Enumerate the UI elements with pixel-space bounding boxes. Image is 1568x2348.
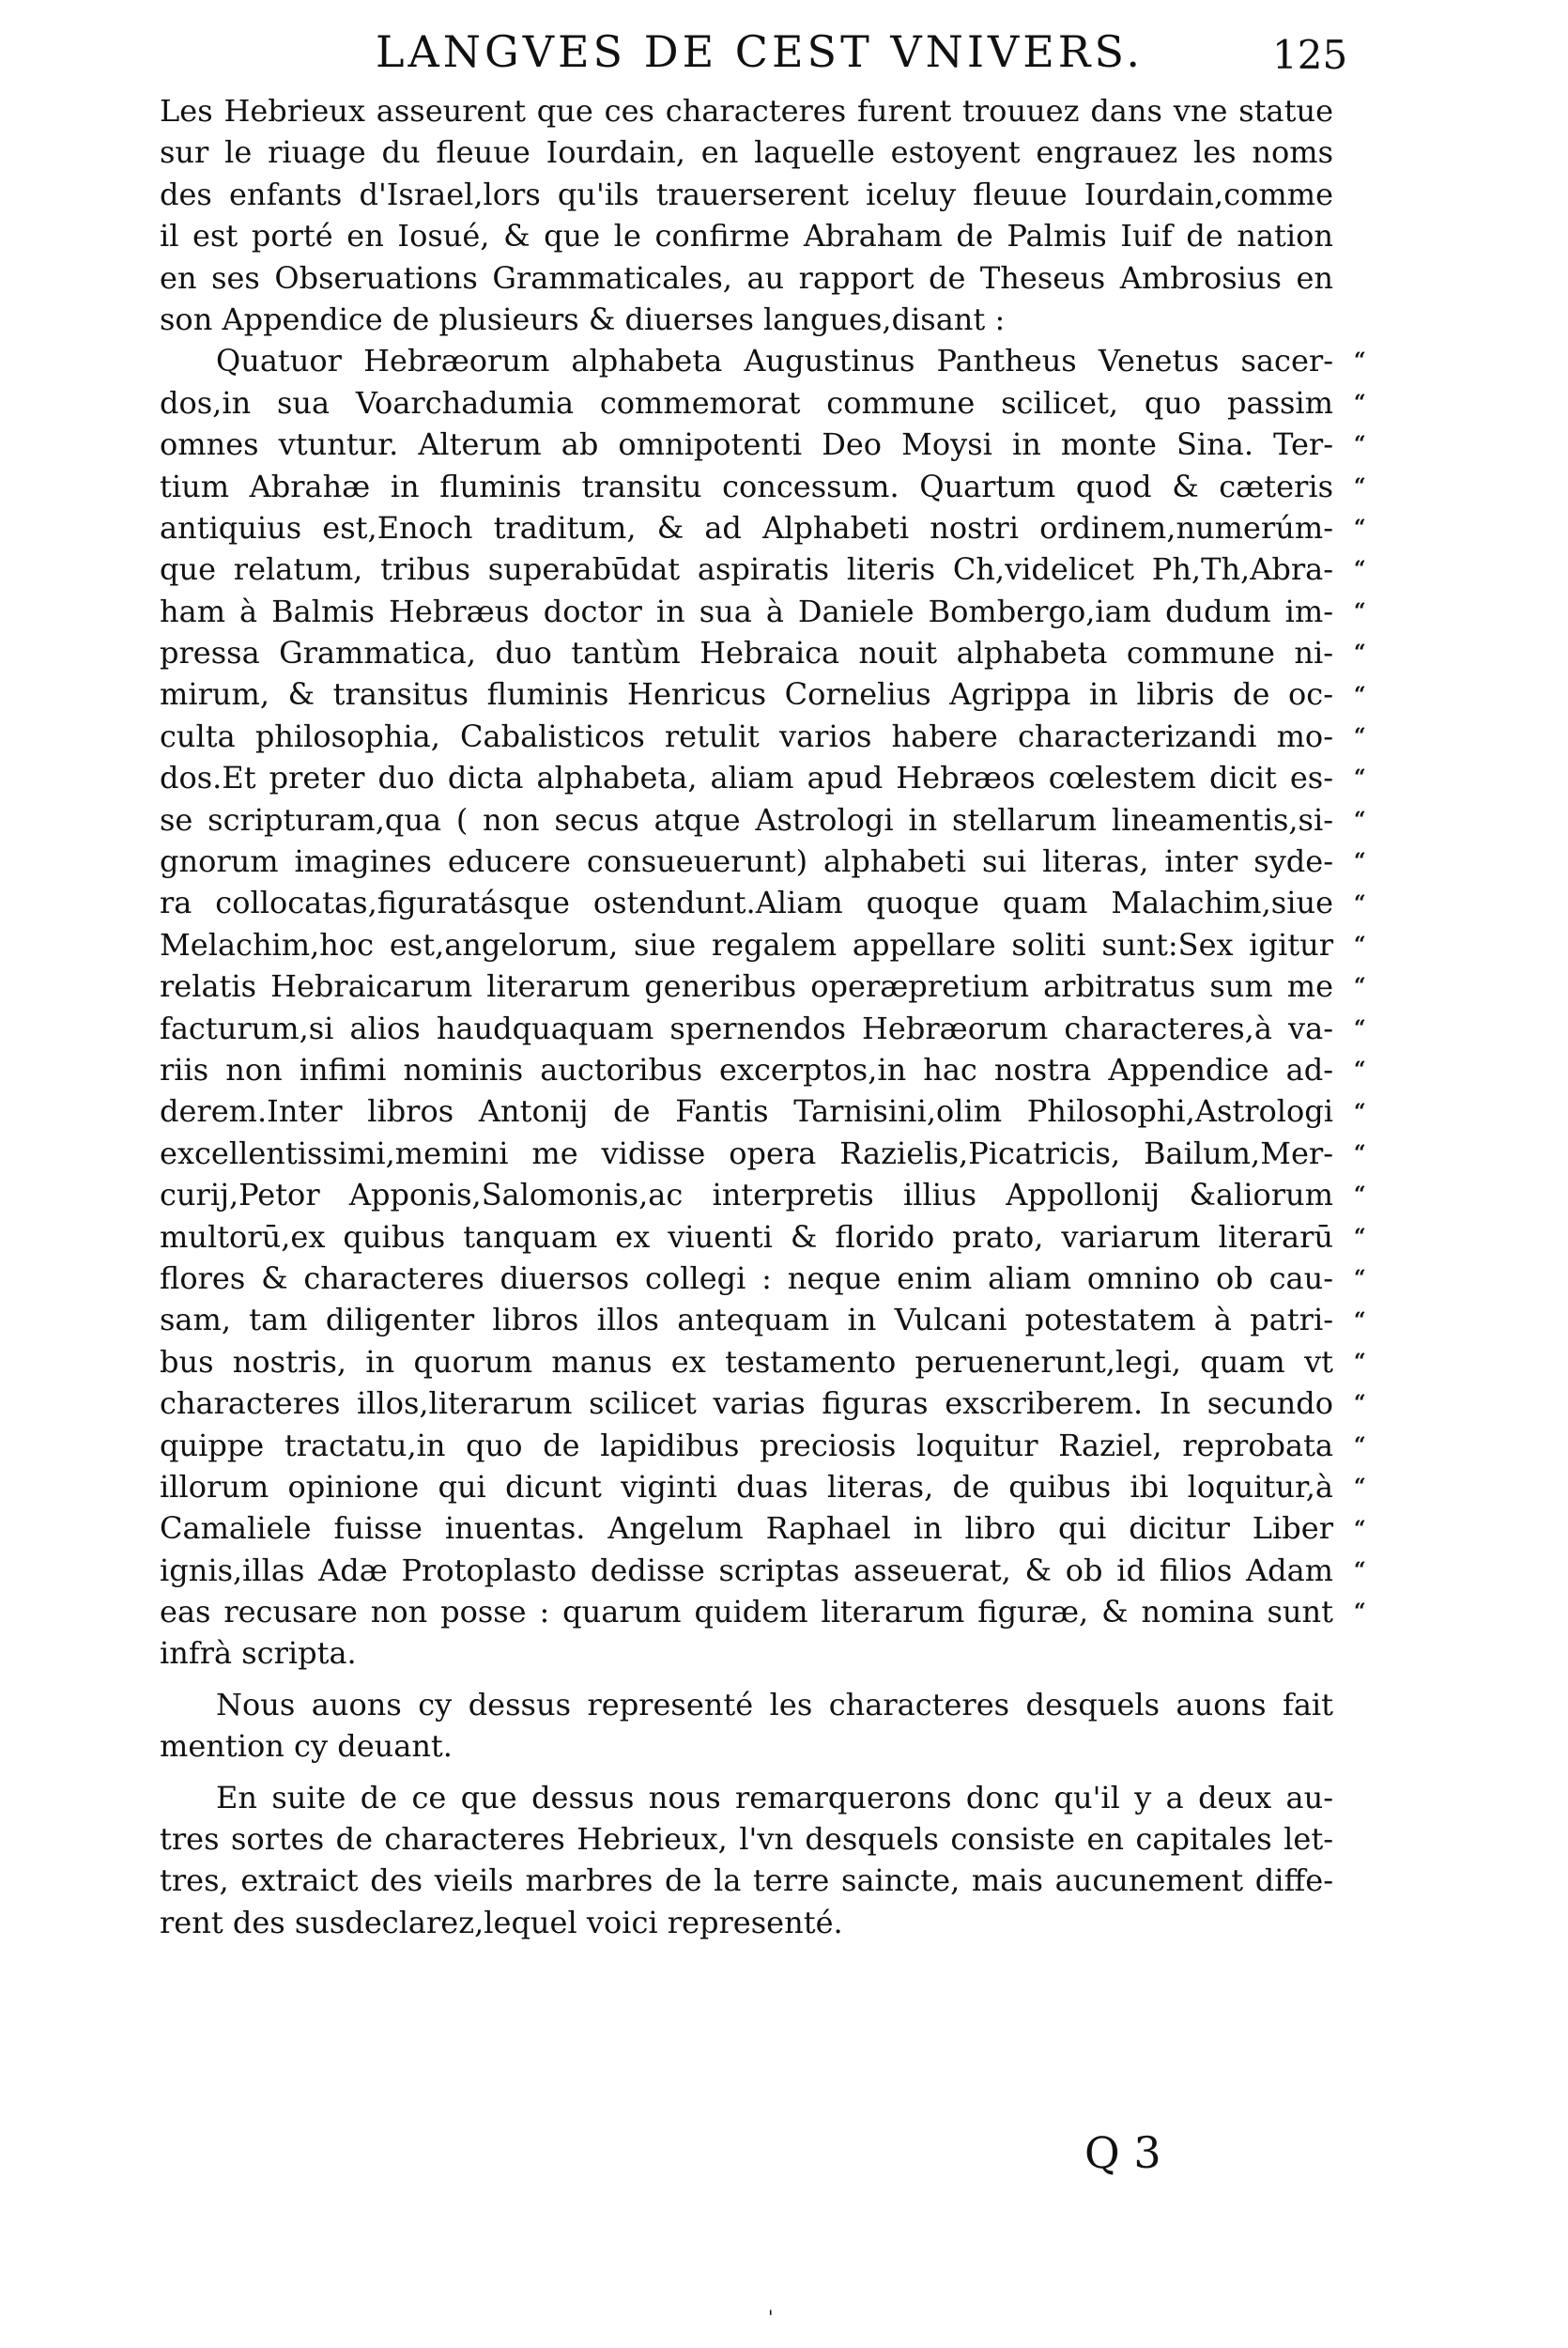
margin-quote-mark: “ bbox=[1354, 1558, 1366, 1583]
text-line: tium Abrahæ in fluminis transitu concessum. Quartum quod & cæteris bbox=[160, 468, 1333, 504]
margin-quote-mark: “ bbox=[1354, 641, 1366, 666]
margin-quote-mark: “ bbox=[1354, 1432, 1366, 1458]
margin-quote-mark: “ bbox=[1354, 1350, 1366, 1374]
margin-quote-mark: “ bbox=[1354, 724, 1366, 749]
margin-quote-mark: “ bbox=[1354, 765, 1366, 791]
text-line: ham à Balmis Hebræus doctor in sua à Daniele Bombergo,iam dudum im- bbox=[160, 593, 1333, 629]
text-line: que relatum, tribus superabūdat aspiratis literis Ch,videlicet Ph,Th,Abra- bbox=[160, 551, 1333, 588]
text-line: quippe tractatu,in quo de lapidibus preciosis loquitur Raziel, reprobata bbox=[160, 1427, 1333, 1463]
text-line: antiquius est,Enoch traditum, & ad Alphabeti nostri ordinem,numerúm- bbox=[160, 509, 1333, 546]
text-line: facturum,si alios haudquaquam spernendos Hebræorum characteres,à va- bbox=[160, 1010, 1333, 1046]
text-line: derem.Inter libros Antonij de Fantis Tarnisini,olim Philosophi,Astrologi bbox=[160, 1093, 1333, 1130]
running-title: LANGVES DE CEST VNIVERS. bbox=[376, 26, 1144, 77]
text-line: tres, extraict des vieils marbres de la terre saincte, mais aucunement diffe- bbox=[160, 1862, 1333, 1899]
text-line: omnes vtuntur. Alterum ab omnipotenti Deo Moysi in monte Sina. Ter- bbox=[160, 426, 1333, 463]
paragraph bbox=[160, 1684, 1333, 1768]
text-line: il est porté en Iosué, & que le confirme Abraham de Palmis Iuif de nation bbox=[160, 218, 1333, 255]
text-line: illorum opinione qui dicunt viginti duas literas, de quibus ibi loquitur,à bbox=[160, 1468, 1333, 1505]
text-line: ignis,illas Adæ Protoplasto dedisse scriptas asseuerat, & ob id filios Adam bbox=[160, 1552, 1333, 1588]
text-line: sam, tam diligenter libros illos antequam in Vulcani potestatem à patri- bbox=[160, 1302, 1333, 1338]
margin-quote-mark: “ bbox=[1354, 1307, 1366, 1333]
text-line: excellentissimi,memini me vidisse opera Razielis,Picatricis, Bailum,Mer- bbox=[160, 1135, 1333, 1171]
text-line: relatis Hebraicarum literarum generibus operæpretium arbitratus sum me bbox=[160, 968, 1333, 1005]
margin-quote-mark: “ bbox=[1354, 432, 1366, 457]
margin-quote-mark: “ bbox=[1354, 390, 1366, 415]
text-line: En suite de ce que dessus nous remarquerons donc qu'il y a deux au- bbox=[216, 1779, 1333, 1815]
text-line: gnorum imagines educere consueuerunt) alphabeti sui literas, inter syde- bbox=[160, 843, 1333, 880]
margin-quote-mark: “ bbox=[1354, 890, 1366, 916]
text-line: dos.Et preter duo dicta alphabeta, aliam apud Hebræos cœlestem dicit es- bbox=[160, 760, 1333, 796]
margin-quote-mark: “ bbox=[1354, 1015, 1366, 1041]
margin-quote-mark: “ bbox=[1354, 1516, 1366, 1541]
text-line: characteres illos,literarum scilicet varias figuras exscriberem. In secundo bbox=[160, 1385, 1333, 1422]
margin-quote-mark: “ bbox=[1354, 473, 1366, 499]
margin-quote-mark: “ bbox=[1354, 933, 1366, 957]
margin-quote-mark: “ bbox=[1354, 1141, 1366, 1166]
text-line: dos,in sua Voarchadumia commemorat commune scilicet, quo passim bbox=[160, 384, 1333, 421]
text-line: se scripturam,qua ( non secus atque Astrologi in stellarum lineamentis,si- bbox=[160, 801, 1333, 838]
margin-quote-mark: “ bbox=[1354, 1182, 1366, 1208]
margin-quote-mark: “ bbox=[1354, 1599, 1366, 1625]
text-line: eas recusare non posse : quarum quidem literarum figuræ, & nomina sunt bbox=[160, 1594, 1333, 1630]
paragraph bbox=[160, 340, 1333, 1675]
text-line: mention cy deuant. bbox=[160, 1728, 453, 1765]
text-line: son Appendice de plusieurs & diuerses langues,disant : bbox=[160, 301, 1006, 337]
margin-quote-mark: “ bbox=[1354, 807, 1366, 832]
text-line: en ses Obseruations Grammaticales, au rapport de Theseus Ambrosius en bbox=[160, 259, 1333, 296]
margin-quote-mark: “ bbox=[1354, 1058, 1366, 1083]
text-line: Melachim,hoc est,angelorum, siue regalem appellare soliti sunt:Sex igitur bbox=[160, 926, 1333, 963]
text-line: flores & characteres diuersos collegi : neque enim aliam omnino ob cau- bbox=[160, 1259, 1333, 1296]
text-line: Quatuor Hebræorum alphabeta Augustinus Pantheus Venetus sacer- bbox=[216, 343, 1333, 379]
text-line: bus nostris, in quorum manus ex testamento peruenerunt,legi, quam vt bbox=[160, 1343, 1333, 1380]
margin-quote-mark: “ bbox=[1354, 557, 1366, 582]
body-text bbox=[160, 90, 1333, 1943]
text-line: tres sortes de characteres Hebrieux, l'vn desquels consiste en capitales let- bbox=[160, 1821, 1333, 1858]
margin-quote-mark: “ bbox=[1354, 682, 1366, 707]
margin-quote-mark: “ bbox=[1354, 516, 1366, 540]
text-line: rent des susdeclarez,lequel voici representé. bbox=[160, 1904, 843, 1940]
text-line: Les Hebrieux asseurent que ces characteres furent trouuez dans vne statue bbox=[160, 93, 1333, 129]
text-line: curij,Petor Apponis,Salomonis,ac interpretis illius Appollonij &aliorum bbox=[160, 1177, 1333, 1213]
margin-quote-mark: “ bbox=[1354, 1224, 1366, 1249]
text-line: sur le riuage du fleuue Iourdain, en laquelle estoyent engrauez les noms bbox=[160, 134, 1333, 171]
signature-mark: Q 3 bbox=[1084, 2127, 1161, 2178]
text-line: riis non infimi nominis auctoribus excerptos,in hac nostra Appendice ad- bbox=[160, 1051, 1333, 1088]
text-line: pressa Grammatica, duo tantùm Hebraica nouit alphabeta commune ni- bbox=[160, 635, 1333, 672]
margin-quote-mark: “ bbox=[1354, 1475, 1366, 1500]
text-line: des enfants d'Israel,lors qu'ils trauerserent iceluy fleuue Iourdain,comme bbox=[160, 176, 1333, 212]
text-line: Camaliele fuisse inuentas. Angelum Raphael in libro qui dicitur Liber bbox=[160, 1510, 1333, 1547]
text-line: ra collocatas,figuratásque ostendunt.Aliam quoque quam Malachim,siue bbox=[160, 885, 1333, 921]
page-number: 125 bbox=[1272, 32, 1348, 78]
margin-quote-mark: “ bbox=[1354, 348, 1366, 374]
margin-quote-mark: “ bbox=[1354, 974, 1366, 999]
text-line: infrà scripta. bbox=[160, 1635, 357, 1672]
paragraph bbox=[160, 1777, 1333, 1944]
text-line: multorū,ex quibus tanquam ex viuenti & florido prato, variarum literarū bbox=[160, 1218, 1333, 1255]
text-line: culta philosophia, Cabalisticos retulit varios habere characterizandi mo- bbox=[160, 718, 1333, 754]
text-line: Nous auons cy dessus representé les characteres desquels auons fait bbox=[216, 1686, 1333, 1722]
bottom-mark: ' bbox=[768, 2306, 774, 2328]
margin-quote-mark: “ bbox=[1354, 1099, 1366, 1124]
text-line: mirum, & transitus fluminis Henricus Cornelius Agrippa in libris de oc- bbox=[160, 676, 1333, 713]
margin-quote-mark: “ bbox=[1354, 1391, 1366, 1416]
paragraph bbox=[160, 90, 1333, 340]
margin-quote-mark: “ bbox=[1354, 598, 1366, 624]
margin-quote-mark: “ bbox=[1354, 849, 1366, 874]
margin-quote-mark: “ bbox=[1354, 1266, 1366, 1291]
